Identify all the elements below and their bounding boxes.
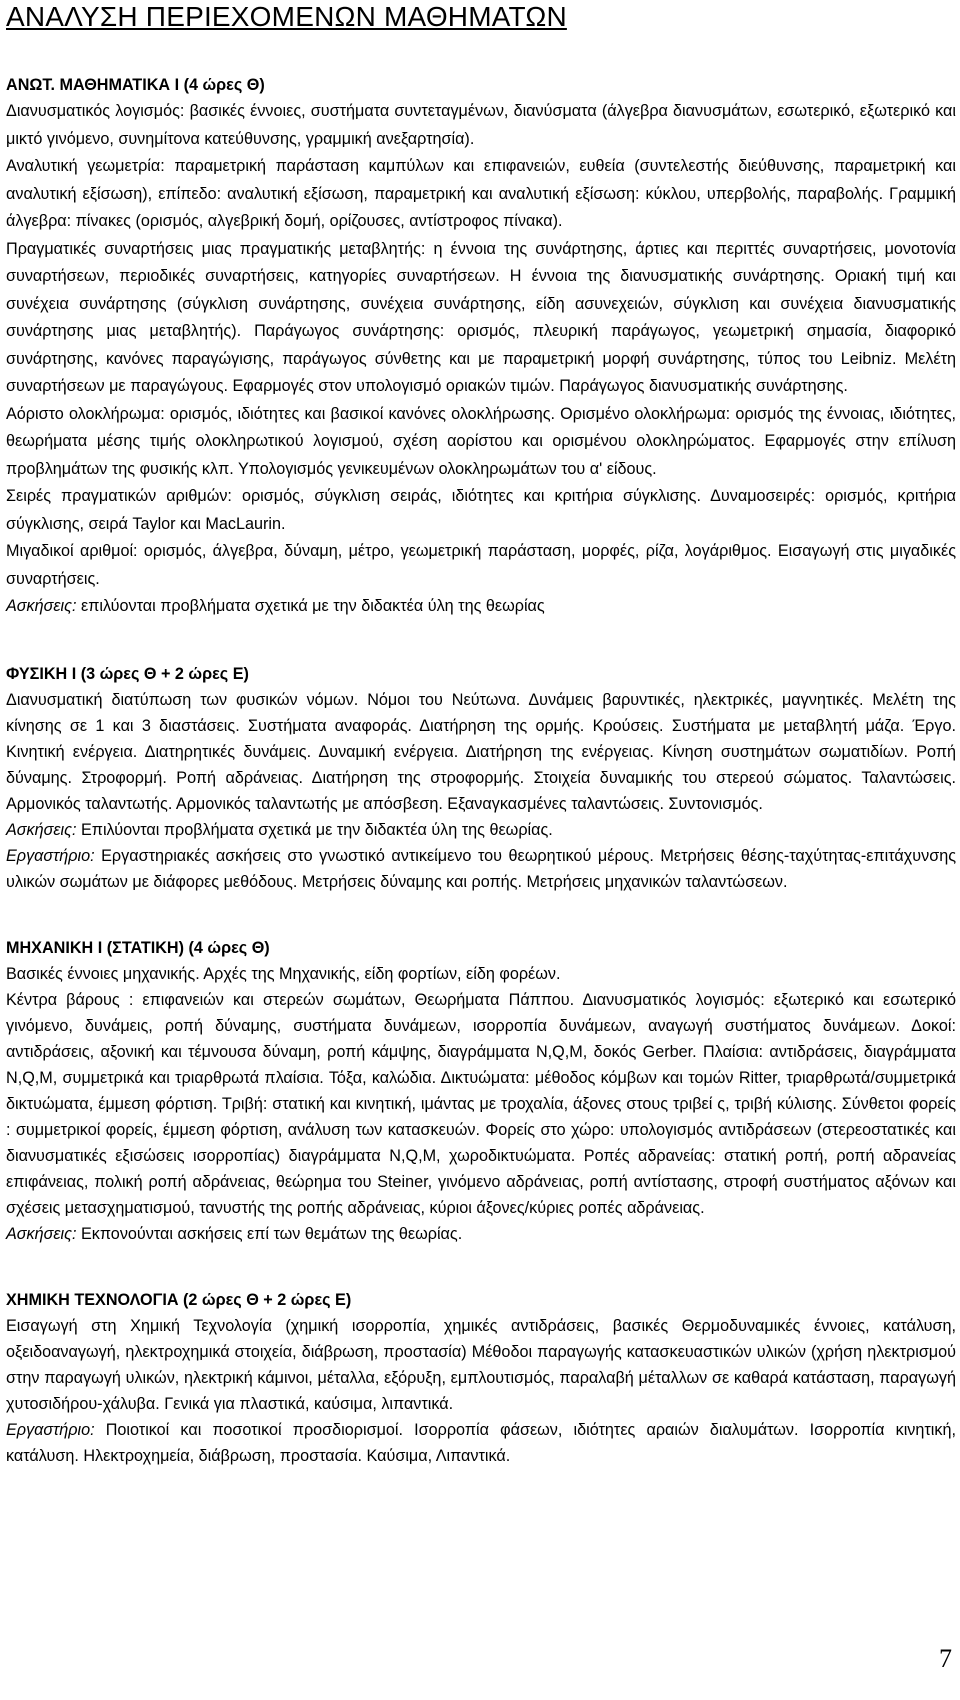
chemistry-paragraph: Εισαγωγή στη Χημική Τεχνολογία (χημική ισορροπία, χημικές αντιδράσεις, βασικές Θερμοδυναμικές έννοιες, κατάλυση, οξειδοαναγωγή, ηλεκτροχημικά στοιχεία, διάβρωση, προστασία) Μέθοδοι παραγωγής κατασκευαστικών υλικών (χρήση ηλεκτρισμού στην παραγωγή υλικών, ηλεκτρική κάμινοι, μέταλλα, εξόρυξη, εμπλουτισμός, παραλαβή μέταλλων σε καθαρά κατάσταση, παραγωγή χυτοσιδήρου-χάλυβα. Γενικά για πλαστικά, καύσιμα, λιπαντικά. — [6, 1316, 956, 1413]
section-heading-chemistry: ΧΗΜΙΚΗ ΤΕΧΝΟΛΟΓΙΑ (2 ώρες Θ + 2 ώρες Ε) — [6, 1290, 352, 1309]
exercises-label: Ασκήσεις: — [6, 1224, 77, 1243]
page-number: 7 — [939, 1644, 952, 1673]
lab-text: Εργαστηριακές ασκήσεις στο γνωστικό αντικείμενο του θεωρητικού μέρους. Μετρήσεις θέσης-ταχύτητας-επιτάχυνσης υλικών σωμάτων με διάφορες μεθόδους. Μετρήσεις δύναμης και ροπής. Μετρήσεις μηχανικών ταλαντώσεων. — [6, 846, 956, 891]
section-heading-math: ΑΝΩΤ. ΜΑΘΗΜΑΤΙΚΑ Ι (4 ώρες Θ) — [6, 76, 265, 94]
section-math — [6, 72, 956, 621]
section-physics — [6, 661, 956, 895]
exercises-text: Επιλύονται προβλήματα σχετικά με την διδακτέα ύλη της θεωρίας. — [76, 820, 553, 839]
exercises-text: Εκπονούνται ασκήσεις επί των θεμάτων της θεωρίας. — [76, 1224, 463, 1243]
lab-text: Ποιοτικοί και ποσοτικοί προσδιορισμοί. Ισορροπία φάσεων, ιδιότητες αραιών διαλυμάτων. Ισορροπία κινητική, κατάλυση. Ηλεκτροχημεία, διάβρωση, προστασία. Καύσιμα, Λιπαντικά. — [6, 1420, 956, 1465]
mechanics-paragraph-main: Κέντρα βάρους : επιφανειών και στερεών σωμάτων, Θεωρήματα Πάππου. Διανυσματικός λογισμός: εξωτερικό και εσωτερικό γινόμενο, δυνάμεις, ροπή δύναμης, συστήματα δυνάμεων, ισορροπία δυνάμεων, αναγωγή συστήματος δυνάμεων. Δοκοί: αντιδράσεις, αξονική και τέμνουσα δύναμη, ροπή κάμψης, διαγράμματα N,Q,M, δοκός Gerber. Πλαίσια: αντιδράσεις, διαγράμματα N,Q,M, συμμετρικά και τριαρθρωτά πλαίσια. Τόξα, καλώδια. Δικτυώματα: μέθοδος κόμβων και τομών Ritter, τριαρθρωτά/συμμετρικά δικτυώματα, έμμεση φόρτιση. Τριβή: στατική και κινητική, ιμάντας με τροχαλία, άξονες στους τριβεί ς, τριβή κύλισης. Σύνθετοι φορείς : συμμετρικοί φορείς, έμμεση φόρτιση, ανάλυση των κατασκευών. Φορείς στο χώρο: υπολογισμός αντιδράσεων (στερεοστατικές και διανυσματικές εξισώσεις ισορροπίας) διαγράμματα N,Q,M, χωροδικτυώματα. Ροπές αδρανείας: στατική ροπή, ροπή αδρανείας επιφάνειας, πολική ροπή αδράνειας, θεώρημα του Steiner, γινόμενο αδράνειας, ροπή αντίστασης, στροφή συστήματος αξόνων και σχέσεις μετασχηματισμού, τανυστής της ροπής αδράνειας, κύριοι άξονες/κύριες ροπές αδράνειας. — [6, 990, 956, 1217]
lab-label: Εργαστήριο: — [6, 846, 95, 865]
math-paragraph-vectors: Διανυσματικός λογισμός: βασικές έννοιες, συστήματα συντεταγμένων, διανύσματα (άλγεβρα διανυσμάτων, εσωτερικό, εξωτερικό και μικτό γινόμενο, συνημίτονα κατεύθυνσης, γραμμική ανεξαρτησία). — [6, 102, 956, 148]
chemistry-lab — [6, 1417, 956, 1469]
document-body — [6, 72, 956, 1469]
physics-exercises — [6, 817, 956, 843]
math-exercises — [6, 593, 956, 621]
math-paragraph-integrals: Αόριστο ολοκλήρωμα: ορισμός, ιδιότητες και βασικοί κανόνες ολοκλήρωσης. Ορισμένο ολοκλήρωμα: ορισμός της έννοιας, ιδιότητες, θεωρήματα μέσης τιμής ολοκληρωτικού λογισμού, σχέση αορίστου και ορισμένου ολοκληρώματος. Εφαρμογές στην επίλυση προβλημάτων της φυσικής κλπ. Υπολογισμός γενικευμένων ολοκληρωμάτων του α' είδους. — [6, 404, 956, 478]
math-paragraph-geometry: Αναλυτική γεωμετρία: παραμετρική παράσταση καμπύλων και επιφανειών, ευθεία (συντελεστής διεύθυνσης, παραμετρική και αναλυτική εξίσωση), επίπεδο: αναλυτική εξίσωση, παραμετρική και αναλυτική εξίσωση: κύκλου, υπερβολής, παραβολής. Γραμμική άλγεβρα: πίνακες (ορισμός, αλγεβρική δομή, ορίζουσες, αντίστροφος πίνακα). — [6, 157, 956, 230]
exercises-label: Ασκήσεις: — [6, 597, 77, 615]
page-title: ΑΝΑΛΥΣΗ ΠΕΡΙΕΧΟΜΕΝΩΝ ΜΑΘΗΜΑΤΩΝ — [6, 1, 567, 32]
section-heading-physics: ΦΥΣΙΚΗ Ι (3 ώρες Θ + 2 ώρες Ε) — [6, 664, 249, 683]
section-chemistry — [6, 1287, 956, 1469]
section-mechanics — [6, 935, 956, 1247]
math-paragraph-functions: Πραγματικές συναρτήσεις μιας πραγματικής μεταβλητής: η έννοια της συνάρτησης, άρτιες και περιττές συναρτήσεις, μονοτονία συναρτήσεων, περιοδικές συναρτήσεις, κατηγορίες συναρτήσεων. Η έννοια της διανυσματικής συνάρτησης. Οριακή τιμή και συνέχεια συνάρτησης (σύγκλιση συνάρτησης, συνέχεια συνάρτησης, είδη ασυνεχειών, σύγκλιση και συνέχεια διανυσματικής συνάρτησης μιας μεταβλητής). Παράγωγος συνάρτησης: ορισμός, πλευρική παράγωγος, γεωμετρική σημασία, διαφορικό συνάρτησης, κανόνες παραγώγισης, παράγωγος σύνθετης και με παραμετρική μορφή συνάρτησης, τύπος του Leibniz. Μελέτη συναρτήσεων με παραγώγους. Εφαρμογές στον υπολογισμό οριακών τιμών. Παράγωγος διανυσματικής συνάρτησης. — [6, 239, 956, 395]
mechanics-exercises — [6, 1221, 956, 1247]
math-paragraph-complex: Μιγαδικοί αριθμοί: ορισμός, άλγεβρα, δύναμη, μέτρο, γεωμετρική παράσταση, μορφές, ρίζα, λογάριθμος. Εισαγωγή στις μιγαδικές συναρτήσεις. — [6, 542, 956, 588]
exercises-text: επιλύονται προβλήματα σχετικά με την διδακτέα ύλη της θεωρίας — [76, 597, 545, 615]
physics-lab — [6, 843, 956, 895]
lab-label: Εργαστήριο: — [6, 1420, 95, 1439]
exercises-label: Ασκήσεις: — [6, 820, 77, 839]
mechanics-paragraph-basics: Βασικές έννοιες μηχανικής. Αρχές της Μηχανικής, είδη φορτίων, είδη φορέων. — [6, 964, 561, 983]
section-heading-mechanics: ΜΗΧΑΝΙΚΗ Ι (ΣΤΑΤΙΚΗ) (4 ώρες Θ) — [6, 938, 270, 957]
math-paragraph-series: Σειρές πραγματικών αριθμών: ορισμός, σύγκλιση σειράς, ιδιότητες και κριτήρια σύγκλισης. Δυναμοσειρές: ορισμός, κριτήρια σύγκλισης, σειρά Taylor και MacLaurin. — [6, 487, 956, 533]
physics-paragraph: Διανυσματική διατύπωση των φυσικών νόμων. Νόμοι του Νεύτωνα. Δυνάμεις βαρυντικές, ηλεκτρικές, μαγνητικές. Μελέτη της κίνησης σε 1 και 3 διαστάσεις. Συστήματα αναφοράς. Διατήρηση της ορμής. Κρούσεις. Συστήματα με μεταβλητή μάζα. Έργο. Κινητική ενέργεια. Διατηρητικές δυνάμεις. Δυναμική ενέργεια. Διατήρηση της ενέργειας. Κίνηση συστημάτων σωματιδίων. Ροπή δύναμης. Στροφορμή. Ροπή αδράνειας. Διατήρηση της στροφορμής. Στοιχεία δυναμικής του στερεού σώματος. Ταλαντώσεις. Αρμονικός ταλαντωτής. Αρμονικός ταλαντωτής με απόσβεση. Εξαναγκασμένες ταλαντώσεις. Συντονισμός. — [6, 690, 956, 813]
